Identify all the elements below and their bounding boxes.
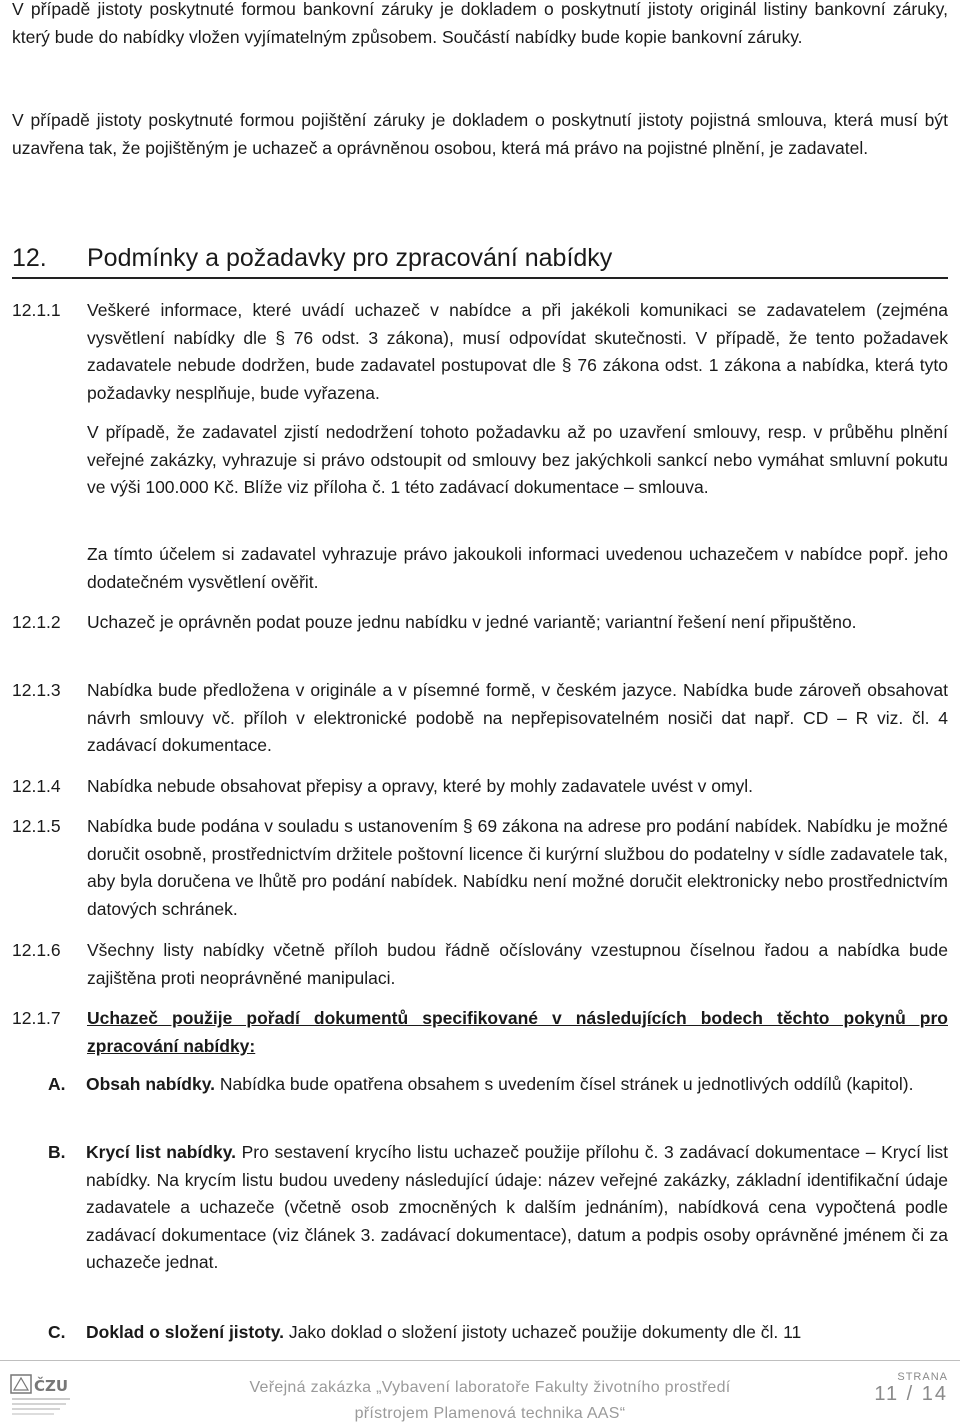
item-number: 12.1.5: [12, 816, 61, 836]
section-number: 12.: [12, 244, 47, 272]
item-12-1-6: [12, 937, 948, 992]
page-label: STRANA: [897, 1371, 948, 1383]
item-12-1-1-paragraph-2: V případě, že zadavatel zjistí nedodržení tohoto požadavku až po uzavření smlouvy, resp. v průběhu plnění veřejné zakázky, vyhrazuje si právo odstoupit od smlouvy bez jakýchkoli sankcí nebo vymáhat smluvní pokutu ve výši 100.000 Kč. Blíže viz příloha č. 1 této zadávací dokumentace – smlouva.: [87, 422, 948, 498]
list-text: Pro sestavení krycího listu uchazeč použije přílohu č. 3 zadávací dokumentace – Krycí list nabídky. Na krycím listu budou uvedeny následující údaje: název veřejné zakázky, základní identifikační údaje zadavatele a uchazeče (včetně osob zmocněných k dalším jednáním), nabídková cena vypočtená podle zadávací dokumentace (viz článek 3. zadávací dokumentace), datum a podpis osoby oprávněné jménem či za uchazeče jednat.: [86, 1142, 948, 1273]
list-item-a: [48, 1071, 948, 1099]
item-number: 12.1.4: [12, 776, 61, 796]
list-item-b: [48, 1139, 948, 1277]
list-item-c: [48, 1319, 948, 1347]
item-text: Uchazeč použije pořadí dokumentů specifikované v následujících bodech těchto pokynů pro zpracování nabídky:: [87, 1008, 948, 1056]
section-title: Podmínky a požadavky pro zpracování nabídky: [87, 244, 613, 272]
item-number: 12.1.3: [12, 680, 61, 700]
list-text: Jako doklad o složení jistoty uchazeč použije dokumenty dle čl. 11: [284, 1322, 802, 1342]
section-heading: [12, 244, 948, 279]
page-footer: [0, 1360, 960, 1425]
list-letter: B.: [48, 1142, 66, 1162]
footer-title-line-2: přístrojem Plamenová technika AAS“: [354, 1405, 626, 1422]
item-12-1-7: [12, 1005, 948, 1060]
intro-paragraph-2: V případě jistoty poskytnuté formou pojištění záruky je dokladem o poskytnutí jistoty pojistná smlouva, která musí být uzavřena tak, že pojištěným je uchazeč a oprávněnou osobou, která má právo na pojistné plnění, je zadavatel.: [12, 110, 948, 158]
list-text: Nabídka bude opatřena obsahem s uvedením čísel stránek u jednotlivých oddílů (kapitol).: [215, 1074, 914, 1094]
intro-paragraph-1: V případě jistoty poskytnuté formou bankovní záruky je dokladem o poskytnutí jistoty originál listiny bankovní záruky, který bude do nabídky vložen vyjímatelným způsobem. Součástí nabídky bude kopie bankovní záruky.: [12, 0, 948, 47]
list-heading: Doklad o složení jistoty.: [86, 1322, 285, 1342]
item-12-1-4: [12, 773, 948, 801]
item-number: 12.1.7: [12, 1008, 61, 1028]
item-12-1-3: [12, 677, 948, 760]
list-heading: Krycí list nabídky.: [86, 1142, 236, 1162]
item-number: 12.1.6: [12, 940, 61, 960]
item-12-1-5: [12, 813, 948, 923]
item-text: Nabídka bude podána v souladu s ustanovením § 69 zákona na adrese pro podání nabídek. Nabídku je možné doručit osobně, prostřednictvím držitele poštovní licence či kurýrní službou do podatelny v sídle zadavatele tak, aby byla doručena ve lhůtě pro podání nabídek. Nabídku není možné doručit elektronicky nebo prostřednictvím datových schránek.: [87, 816, 948, 919]
item-number: 12.1.1: [12, 300, 61, 320]
item-text: Veškeré informace, které uvádí uchazeč v nabídce a při jakékoli komunikaci se zadavatelem (zejména vysvětlení nabídky dle § 76 odst. 3 zákona), musí odpovídat skutečnosti. V případě, že tento požadavek zadavatele nebude dodržen, bude zadavatel postupovat dle § 76 zákona odst. 1 zákona a nabídka, která tyto požadavky nesplňuje, bude vyřazena.: [87, 300, 948, 403]
item-12-1-1: [12, 297, 948, 407]
page-indicator: [874, 1371, 948, 1406]
footer-title: [180, 1375, 800, 1427]
list-heading: Obsah nabídky.: [86, 1074, 216, 1094]
university-logo-icon: [10, 1373, 72, 1417]
item-text: Nabídka bude předložena v originále a v písemné formě, v českém jazyce. Nabídka bude zároveň obsahovat návrh smlouvy vč. příloh v elektronické podobě na nepřepisovatelném nosiči dat např. CD – R viz. čl. 4 zadávací dokumentace.: [87, 680, 948, 756]
list-letter: C.: [48, 1322, 66, 1342]
item-text: Nabídka nebude obsahovat přepisy a opravy, které by mohly zadavatele uvést v omyl.: [87, 776, 754, 796]
page-number: 11 / 14: [874, 1383, 948, 1405]
logo-letters: ČZU: [34, 1377, 69, 1395]
item-text: Všechny listy nabídky včetně příloh budou řádně očíslovány vzestupnou číselnou řadou a nabídka bude zajištěna proti neoprávněné manipulaci.: [87, 940, 948, 988]
list-letter: A.: [48, 1074, 66, 1094]
item-text: Uchazeč je oprávněn podat pouze jednu nabídku v jedné variantě; variantní řešení není připuštěno.: [87, 612, 857, 632]
footer-title-line-1: Veřejná zakázka „Vybavení laboratoře Fakulty životního prostředí: [249, 1379, 731, 1396]
item-number: 12.1.2: [12, 612, 61, 632]
item-12-1-2: [12, 609, 948, 637]
item-12-1-1-paragraph-3: Za tímto účelem si zadavatel vyhrazuje právo jakoukoli informaci uvedenou uchazečem v nabídce popř. jeho dodatečném vysvětlení ověřit.: [87, 544, 948, 592]
